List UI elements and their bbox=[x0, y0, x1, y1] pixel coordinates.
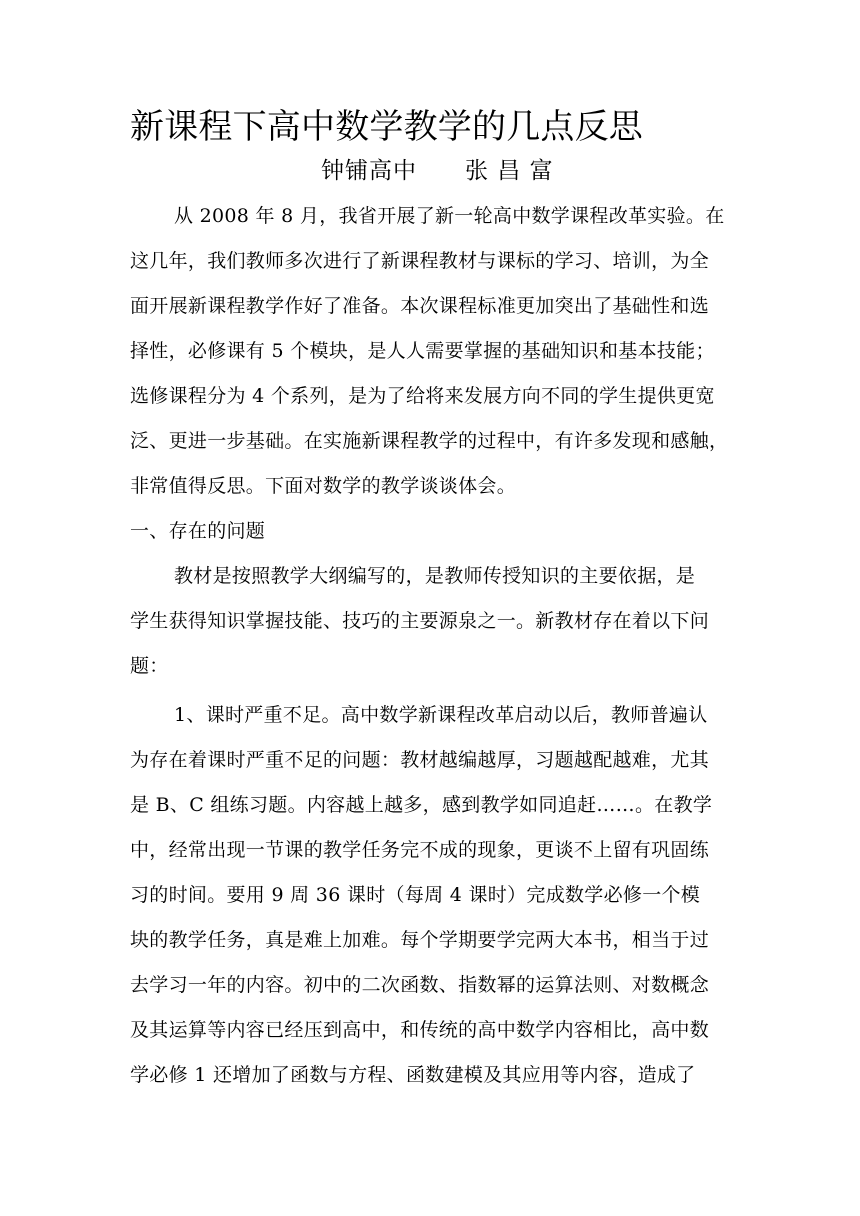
paragraph-1-line-6: 泛、更进一步基础。在实施新课程教学的过程中，有许多发现和感触， bbox=[130, 430, 729, 452]
paragraph-3-line-7: 去学习一年的内容。初中的二次函数、指数幂的运算法则、对数概念 bbox=[130, 974, 710, 996]
paragraph-3-line-9: 学必修 1 还增加了函数与方程、函数建模及其应用等内容，造成了 bbox=[130, 1064, 696, 1086]
paragraph-1-line-3: 面开展新课程教学作好了准备。本次课程标准更加突出了基础性和选 bbox=[130, 295, 710, 317]
paragraph-2-line-1: 教材是按照教学大纲编写的，是教师传授知识的主要依据，是 bbox=[174, 565, 696, 587]
paragraph-1-line-2: 这几年，我们教师多次进行了新课程教材与课标的学习、培训，为全 bbox=[130, 250, 710, 272]
paragraph-3-line-1: 1、课时严重不足。高中数学新课程改革启动以后，教师普遍认 bbox=[174, 704, 708, 726]
paragraph-2-line-2: 学生获得知识掌握技能、技巧的主要源泉之一。新教材存在着以下问 bbox=[130, 610, 710, 632]
paragraph-1-line-7: 非常值得反思。下面对数学的教学谈谈体会。 bbox=[130, 475, 517, 497]
paragraph-1-line-1: 从 2008 年 8 月，我省开展了新一轮高中数学课程改革实验。在 bbox=[174, 205, 725, 227]
paragraph-1-line-5: 选修课程分为 4 个系列，是为了给将来发展方向不同的学生提供更宽 bbox=[130, 385, 715, 407]
paragraph-3-line-8: 及其运算等内容已经压到高中，和传统的高中数学内容相比，高中数 bbox=[130, 1019, 710, 1041]
paragraph-3-line-2: 为存在着课时严重不足的问题：教材越编越厚，习题越配越难，尤其 bbox=[130, 749, 710, 771]
paragraph-3-line-6: 块的教学任务，真是难上加难。每个学期要学完两大本书，相当于过 bbox=[130, 929, 710, 951]
paragraph-2-line-3: 题： bbox=[130, 655, 169, 677]
paragraph-3-line-4: 中，经常出现一节课的教学任务完不成的现象，更谈不上留有巩固练 bbox=[130, 839, 710, 861]
document-title: 新课程下高中数学教学的几点反思 bbox=[130, 107, 643, 147]
section-heading: 一、存在的问题 bbox=[130, 520, 266, 542]
paragraph-1-line-4: 择性，必修课有 5 个模块，是人人需要掌握的基础知识和基本技能； bbox=[130, 340, 715, 362]
paragraph-3-line-5: 习的时间。要用 9 周 36 课时（每周 4 课时）完成数学必修一个模 bbox=[130, 884, 701, 906]
paragraph-3-line-3: 是 B、C 组练习题。内容越上越多，感到教学如同追赶……。在教学 bbox=[130, 794, 713, 816]
author-line: 钟铺高中 张 昌 富 bbox=[321, 158, 554, 184]
